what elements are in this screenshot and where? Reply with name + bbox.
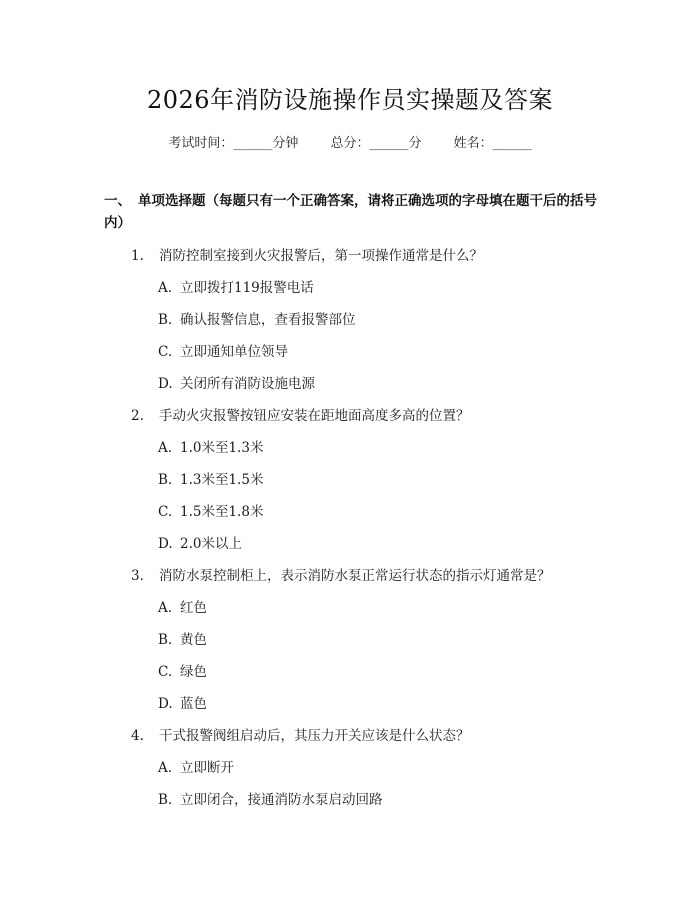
option-letter: C. — [158, 664, 173, 680]
question-1-option-c — [158, 340, 288, 360]
option-letter: C. — [158, 504, 173, 520]
exam-meta — [0, 132, 700, 151]
question-4 — [131, 724, 470, 744]
option-letter: D. — [158, 696, 173, 712]
question-3-option-b — [158, 628, 207, 648]
question-text: 消防水泵控制柜上，表示消防水泵正常运行状态的指示灯通常是？ — [159, 568, 551, 584]
option-text: 确认报警信息，查看报警部位 — [180, 312, 356, 328]
option-text: 红色 — [180, 600, 207, 616]
question-2-option-c — [158, 500, 263, 520]
question-2-option-d — [158, 532, 242, 552]
option-text: 绿色 — [180, 664, 207, 680]
question-number: 1. — [131, 248, 144, 264]
question-3-option-d — [158, 692, 207, 712]
document-title: 2026年消防设施操作员实操题及答案 — [146, 86, 554, 114]
option-letter: C. — [158, 344, 173, 360]
question-1-option-d — [158, 372, 315, 392]
option-letter: A. — [158, 280, 173, 296]
question-2-option-b — [158, 468, 263, 488]
option-text: 1.3米至1.5米 — [180, 472, 264, 488]
question-number: 2. — [131, 408, 144, 424]
section-title: 单项选择题（每题只有一个正确答案，请将正确选项的字母填在题干后的括号内） — [104, 193, 597, 231]
option-letter: D. — [158, 376, 173, 392]
option-letter: A. — [158, 760, 173, 776]
option-letter: A. — [158, 600, 173, 616]
section-number: 一、 — [104, 193, 131, 209]
option-letter: B. — [158, 472, 173, 488]
option-text: 2.0米以上 — [180, 536, 242, 552]
question-3-option-a — [158, 596, 207, 616]
option-letter: A. — [158, 440, 173, 456]
question-number: 4. — [131, 728, 144, 744]
question-3-option-c — [158, 660, 207, 680]
option-letter: B. — [158, 792, 173, 808]
option-text: 关闭所有消防设施电源 — [180, 376, 315, 392]
option-letter: D. — [158, 536, 173, 552]
option-text: 蓝色 — [180, 696, 207, 712]
option-letter: B. — [158, 632, 173, 648]
question-1-option-a — [158, 276, 314, 296]
question-text: 干式报警阀组启动后，其压力开关应该是什么状态？ — [159, 728, 470, 744]
exam-time-field: 考试时间：______分钟 — [168, 136, 299, 151]
question-2 — [131, 404, 470, 424]
question-1-option-b — [158, 308, 356, 328]
question-2-option-a — [158, 436, 263, 456]
total-score-field: 总分：______分 — [330, 136, 422, 151]
question-4-option-a — [158, 756, 234, 776]
question-3 — [131, 564, 551, 584]
option-text: 1.0米至1.3米 — [180, 440, 264, 456]
option-text: 立即拨打119报警电话 — [180, 280, 314, 296]
option-text: 1.5米至1.8米 — [180, 504, 264, 520]
question-1 — [131, 244, 483, 264]
option-text: 黄色 — [180, 632, 207, 648]
question-text: 消防控制室接到火灾报警后，第一项操作通常是什么？ — [159, 248, 483, 264]
option-text: 立即断开 — [180, 760, 234, 776]
section-heading — [104, 190, 604, 234]
question-text: 手动火灾报警按钮应安装在距地面高度多高的位置？ — [159, 408, 470, 424]
option-text: 立即通知单位领导 — [180, 344, 288, 360]
question-number: 3. — [131, 568, 144, 584]
option-letter: B. — [158, 312, 173, 328]
question-4-option-b — [158, 788, 383, 808]
option-text: 立即闭合，接通消防水泵启动回路 — [180, 792, 383, 808]
student-name-field: 姓名：______ — [453, 136, 532, 151]
